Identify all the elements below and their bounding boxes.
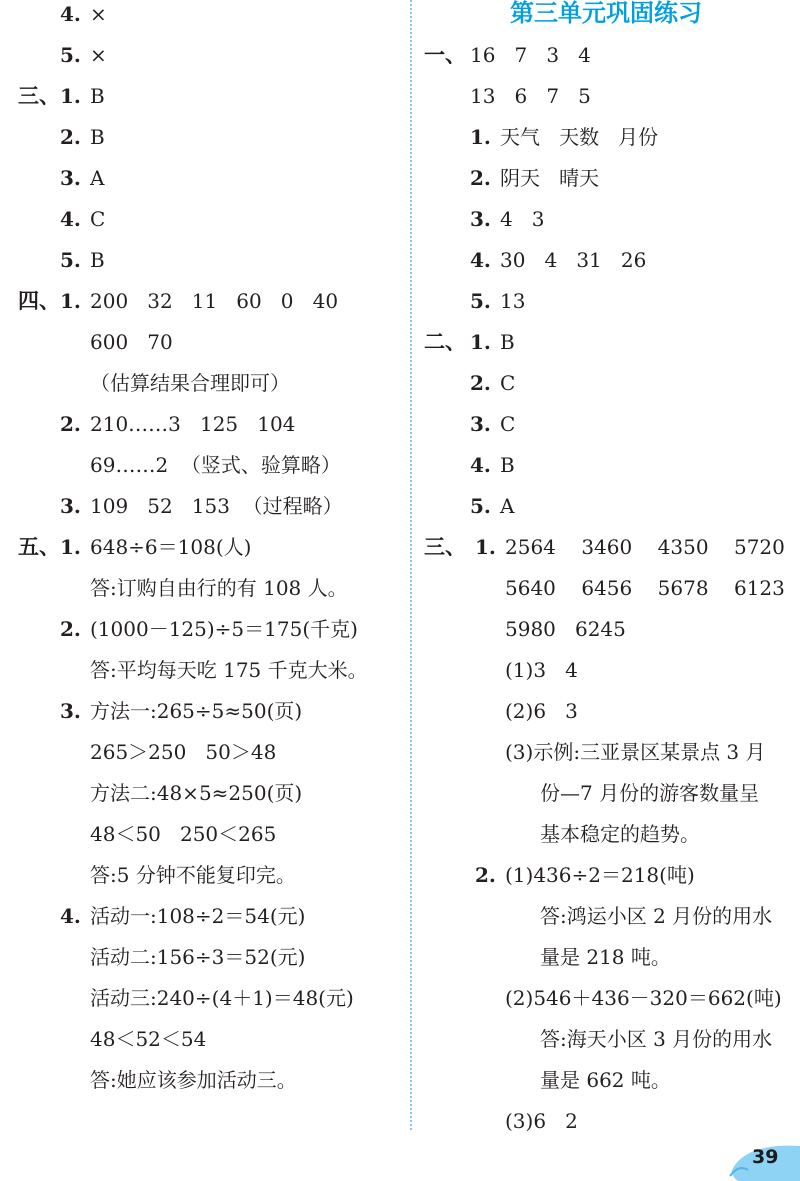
item-number: 5. bbox=[60, 248, 81, 272]
item-number: 5. bbox=[470, 494, 491, 518]
answer-line: (1000－125)÷5＝175(千克) bbox=[90, 617, 358, 641]
answer-line: A bbox=[90, 166, 105, 190]
answer-line: 基本稳定的趋势。 bbox=[540, 822, 700, 846]
answer-line: 2564 3460 4350 5720 bbox=[505, 535, 785, 559]
answer-line: B bbox=[500, 330, 515, 354]
section-label: 五、 bbox=[18, 534, 60, 559]
answer-line: (3)示例:三亚景区某景点 3 月 bbox=[505, 740, 766, 764]
item-number: 1. bbox=[60, 84, 81, 108]
answer-line: B bbox=[90, 125, 105, 149]
answer-line: 活动三:240÷(4＋1)＝48(元) bbox=[90, 986, 354, 1010]
item-number: 1. bbox=[470, 330, 491, 354]
section-label: 四、 bbox=[18, 288, 60, 313]
answer-line: 量是 218 吨。 bbox=[540, 945, 671, 969]
answer-line: 69……2 （竖式、验算略） bbox=[90, 453, 341, 477]
answer-line: C bbox=[90, 207, 106, 231]
answer-line: （估算结果合理即可） bbox=[90, 371, 290, 395]
answer-line: 16 7 3 4 bbox=[470, 43, 591, 67]
answer-line: 600 70 bbox=[90, 330, 173, 354]
column-divider bbox=[410, 0, 412, 1130]
answer-line: 200 32 11 60 0 40 bbox=[90, 289, 339, 313]
answer-line: 方法一:265÷5≈50(页) bbox=[90, 699, 303, 723]
item-number: 1. bbox=[470, 125, 491, 149]
item-number: 3. bbox=[60, 166, 81, 190]
answer-line: × bbox=[90, 2, 107, 26]
answer-line: (1)3 4 bbox=[505, 658, 578, 682]
item-number: 2. bbox=[470, 166, 491, 190]
answer-line: (3)6 2 bbox=[505, 1109, 578, 1133]
answer-line: 答:5 分钟不能复印完。 bbox=[90, 863, 296, 887]
item-number: 5. bbox=[60, 43, 81, 67]
answer-line: 答:订购自由行的有 108 人。 bbox=[90, 576, 348, 600]
item-number: 5. bbox=[470, 289, 491, 313]
answer-line: B bbox=[90, 84, 105, 108]
answer-line: 阴天 晴天 bbox=[500, 166, 600, 190]
item-number: 2. bbox=[60, 412, 81, 436]
answer-line: A bbox=[500, 494, 515, 518]
answer-line: (2)546＋436－320＝662(吨) bbox=[505, 986, 782, 1010]
answer-line: 648÷6＝108(人) bbox=[90, 535, 252, 559]
answer-line: (1)436÷2＝218(吨) bbox=[505, 863, 695, 887]
item-number: 2. bbox=[470, 371, 491, 395]
item-number: 1. bbox=[475, 535, 496, 559]
answer-line: 48＜50 250＜265 bbox=[90, 822, 277, 846]
answer-line: 5640 6456 5678 6123 bbox=[505, 576, 785, 600]
item-number: 4. bbox=[60, 207, 81, 231]
answer-line: 方法二:48×5≈250(页) bbox=[90, 781, 303, 805]
answer-line: 5980 6245 bbox=[505, 617, 626, 641]
item-number: 3. bbox=[60, 494, 81, 518]
answer-line: B bbox=[90, 248, 105, 272]
answer-line: 份—7 月份的游客数量呈 bbox=[540, 781, 760, 805]
item-number: 4. bbox=[470, 453, 491, 477]
answer-line: 30 4 31 26 bbox=[500, 248, 647, 272]
answer-line: 活动一:108÷2＝54(元) bbox=[90, 904, 306, 928]
answer-line: 4 3 bbox=[500, 207, 545, 231]
answer-line: C bbox=[500, 371, 516, 395]
right-section-title: 第三单元巩固练习 bbox=[510, 0, 702, 27]
answer-line: 答:鸿运小区 2 月份的用水 bbox=[540, 904, 773, 928]
answer-line: 答:海天小区 3 月份的用水 bbox=[540, 1027, 773, 1051]
item-number: 3. bbox=[60, 699, 81, 723]
item-number: 3. bbox=[470, 207, 491, 231]
answer-line: 答:平均每天吃 175 千克大米。 bbox=[90, 658, 368, 682]
answer-line: C bbox=[500, 412, 516, 436]
section-label: 三、 bbox=[424, 534, 466, 559]
answer-line: 265＞250 50＞48 bbox=[90, 740, 277, 764]
answer-line: × bbox=[90, 43, 107, 67]
answer-line: 天气 天数 月份 bbox=[500, 125, 659, 149]
section-label: 一、 bbox=[424, 42, 466, 67]
answer-line: 活动二:156÷3＝52(元) bbox=[90, 945, 306, 969]
answer-line: (2)6 3 bbox=[505, 699, 578, 723]
section-label: 三、 bbox=[18, 83, 60, 108]
item-number: 1. bbox=[60, 535, 81, 559]
answer-line: 13 6 7 5 bbox=[470, 84, 591, 108]
item-number: 4. bbox=[60, 2, 81, 26]
answer-line: 13 bbox=[500, 289, 526, 313]
item-number: 2. bbox=[60, 617, 81, 641]
page-number: 39 bbox=[752, 1146, 779, 1168]
item-number: 2. bbox=[60, 125, 81, 149]
item-number: 4. bbox=[60, 904, 81, 928]
item-number: 4. bbox=[470, 248, 491, 272]
answer-line: B bbox=[500, 453, 515, 477]
item-number: 3. bbox=[470, 412, 491, 436]
answer-line: 量是 662 吨。 bbox=[540, 1068, 671, 1092]
section-label: 二、 bbox=[424, 329, 466, 354]
item-number: 2. bbox=[475, 863, 496, 887]
answer-line: 210……3 125 104 bbox=[90, 412, 296, 436]
answer-line: 48＜52＜54 bbox=[90, 1027, 207, 1051]
answer-line: 答:她应该参加活动三。 bbox=[90, 1068, 297, 1092]
answer-line: 109 52 153 （过程略） bbox=[90, 494, 343, 518]
item-number: 1. bbox=[60, 289, 81, 313]
